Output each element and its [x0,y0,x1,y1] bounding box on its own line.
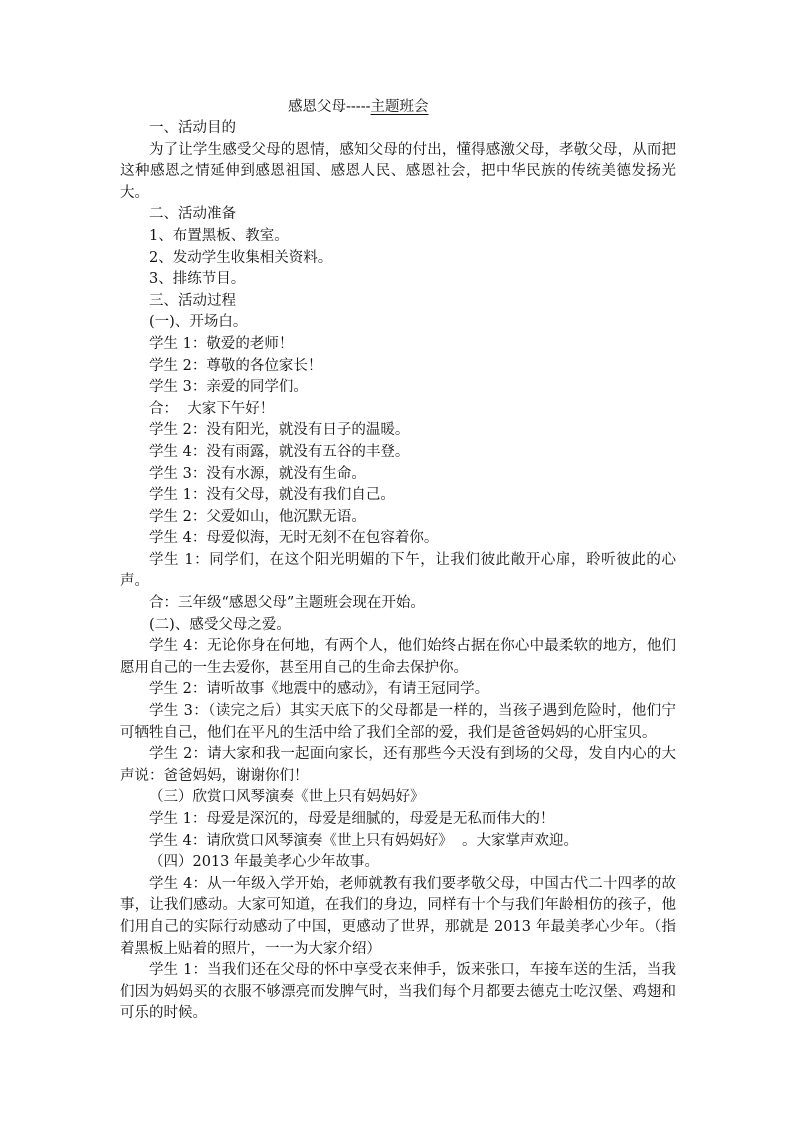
subheading-opening: (一)、开场白。 [149,314,248,331]
dialogue-line: 学生 1：没有父母，就没有我们自己。 [149,487,395,504]
dialogue-line: 学生 2：请听故事《地震中的感动》，有请王冠同学。 [149,681,490,698]
dialogue-line: 学生 3：亲爱的同学们。 [149,379,308,396]
heading-process: 三、活动过程 [149,292,236,309]
dialogue-line: 合： 大家下午好！ [149,400,275,417]
dialogue-line: 学生 4：没有雨露，就没有五谷的丰登。 [149,443,410,460]
list-item: 3、排练节目。 [149,271,246,288]
heading-purpose: 一、活动目的 [149,120,236,136]
heading-preparation: 二、活动准备 [149,206,236,223]
title-sub: 主题班会 [370,99,429,115]
dialogue-line: 学生 4：无论你身在何地，有两个人，他们始终占据在你心中最柔软的地方，他们愿用自己的一生去爱你，甚至用自己的生命去保护你。 [120,638,676,676]
dialogue-line: 学生 4：从一年级入学开始，老师就教有我们要孝敬父母，中国古代二十四孝的故事，让我们感动。大家可知道，在我们的身边，同样有十个与我们年龄相仿的孩子，他们用自己的实际行动感动了中国，更感动了世界，那就是 2013 年最美孝心少年。（指着黑板上贴着的照片，一一为大家介绍） [120,875,676,957]
dialogue-line: 学生 4：母爱似海，无时无刻不在包容着你。 [149,530,439,547]
subheading-filial-youth: （四）2013 年最美孝心少年故事。 [149,854,380,871]
list-item: 1、布置黑板、教室。 [149,227,289,244]
dialogue-line: 学生 3：（读完之后）其实天底下的父母都是一样的，当孩子遇到危险时，他们宁可牺牲自己，他们在平凡的生活中给了我们全部的爱，我们是爸爸妈妈的心肝宝贝。 [120,703,676,741]
dialogue-line: 学生 1：母爱是深沉的，母爱是细腻的，母爱是无私而伟大的！ [149,811,555,827]
dialogue-line: 学生 1：同学们，在这个阳光明媚的下午，让我们彼此敞开心扉，聆听彼此的心声。 [120,551,676,590]
dialogue-line: 学生 3：没有水源，就没有生命。 [149,465,366,482]
dialogue-line: 学生 2：没有阳光，就没有日子的温暖。 [149,422,410,439]
dialogue-line: 学生 1：当我们还在父母的怀中享受衣来伸手，饭来张口，车接车送的生活，当我们因为妈妈买的衣服不够漂亮而发脾气时，当我们每个月都要去德克士吃汉堡、鸡翅和可乐的时候。 [120,962,676,1022]
dialogue-line: 学生 2：请大家和我一起面向家长，还有那些今天没有到场的父母，发自内心的大声说：爸爸妈妈，谢谢你们！ [120,746,676,784]
dialogue-line: 合：三年级“感恩父母”主题班会现在开始。 [149,595,425,612]
dialogue-line: 学生 2：父爱如山，他沉默无语。 [149,508,366,525]
dialogue-line: 学生 2：尊敬的各位家长！ [149,357,323,374]
list-item: 2、发动学生收集相关资料。 [149,249,333,266]
document-body [120,118,676,1025]
dialogue-line: 学生 1：敬爱的老师！ [149,335,294,352]
paragraph-purpose: 为了让学生感受父母的恩情，感知父母的付出，懂得感激父母，孝敬父母，从而把这种感恩之情延伸到感恩祖国、感恩人民、感恩社会，把中华民族的传统美德发扬光大。 [120,141,676,201]
subheading-feel-love: (二)、感受父母之爱。 [149,616,291,633]
subheading-harmonica: （三）欣赏口风琴演奏《世上只有妈妈好》 [149,789,425,806]
document-title [288,97,429,117]
title-main: 感恩父母----- [288,99,371,115]
dialogue-line: 学生 4：请欣赏口风琴演奏《世上只有妈妈好》 。大家掌声欢迎。 [149,832,579,849]
